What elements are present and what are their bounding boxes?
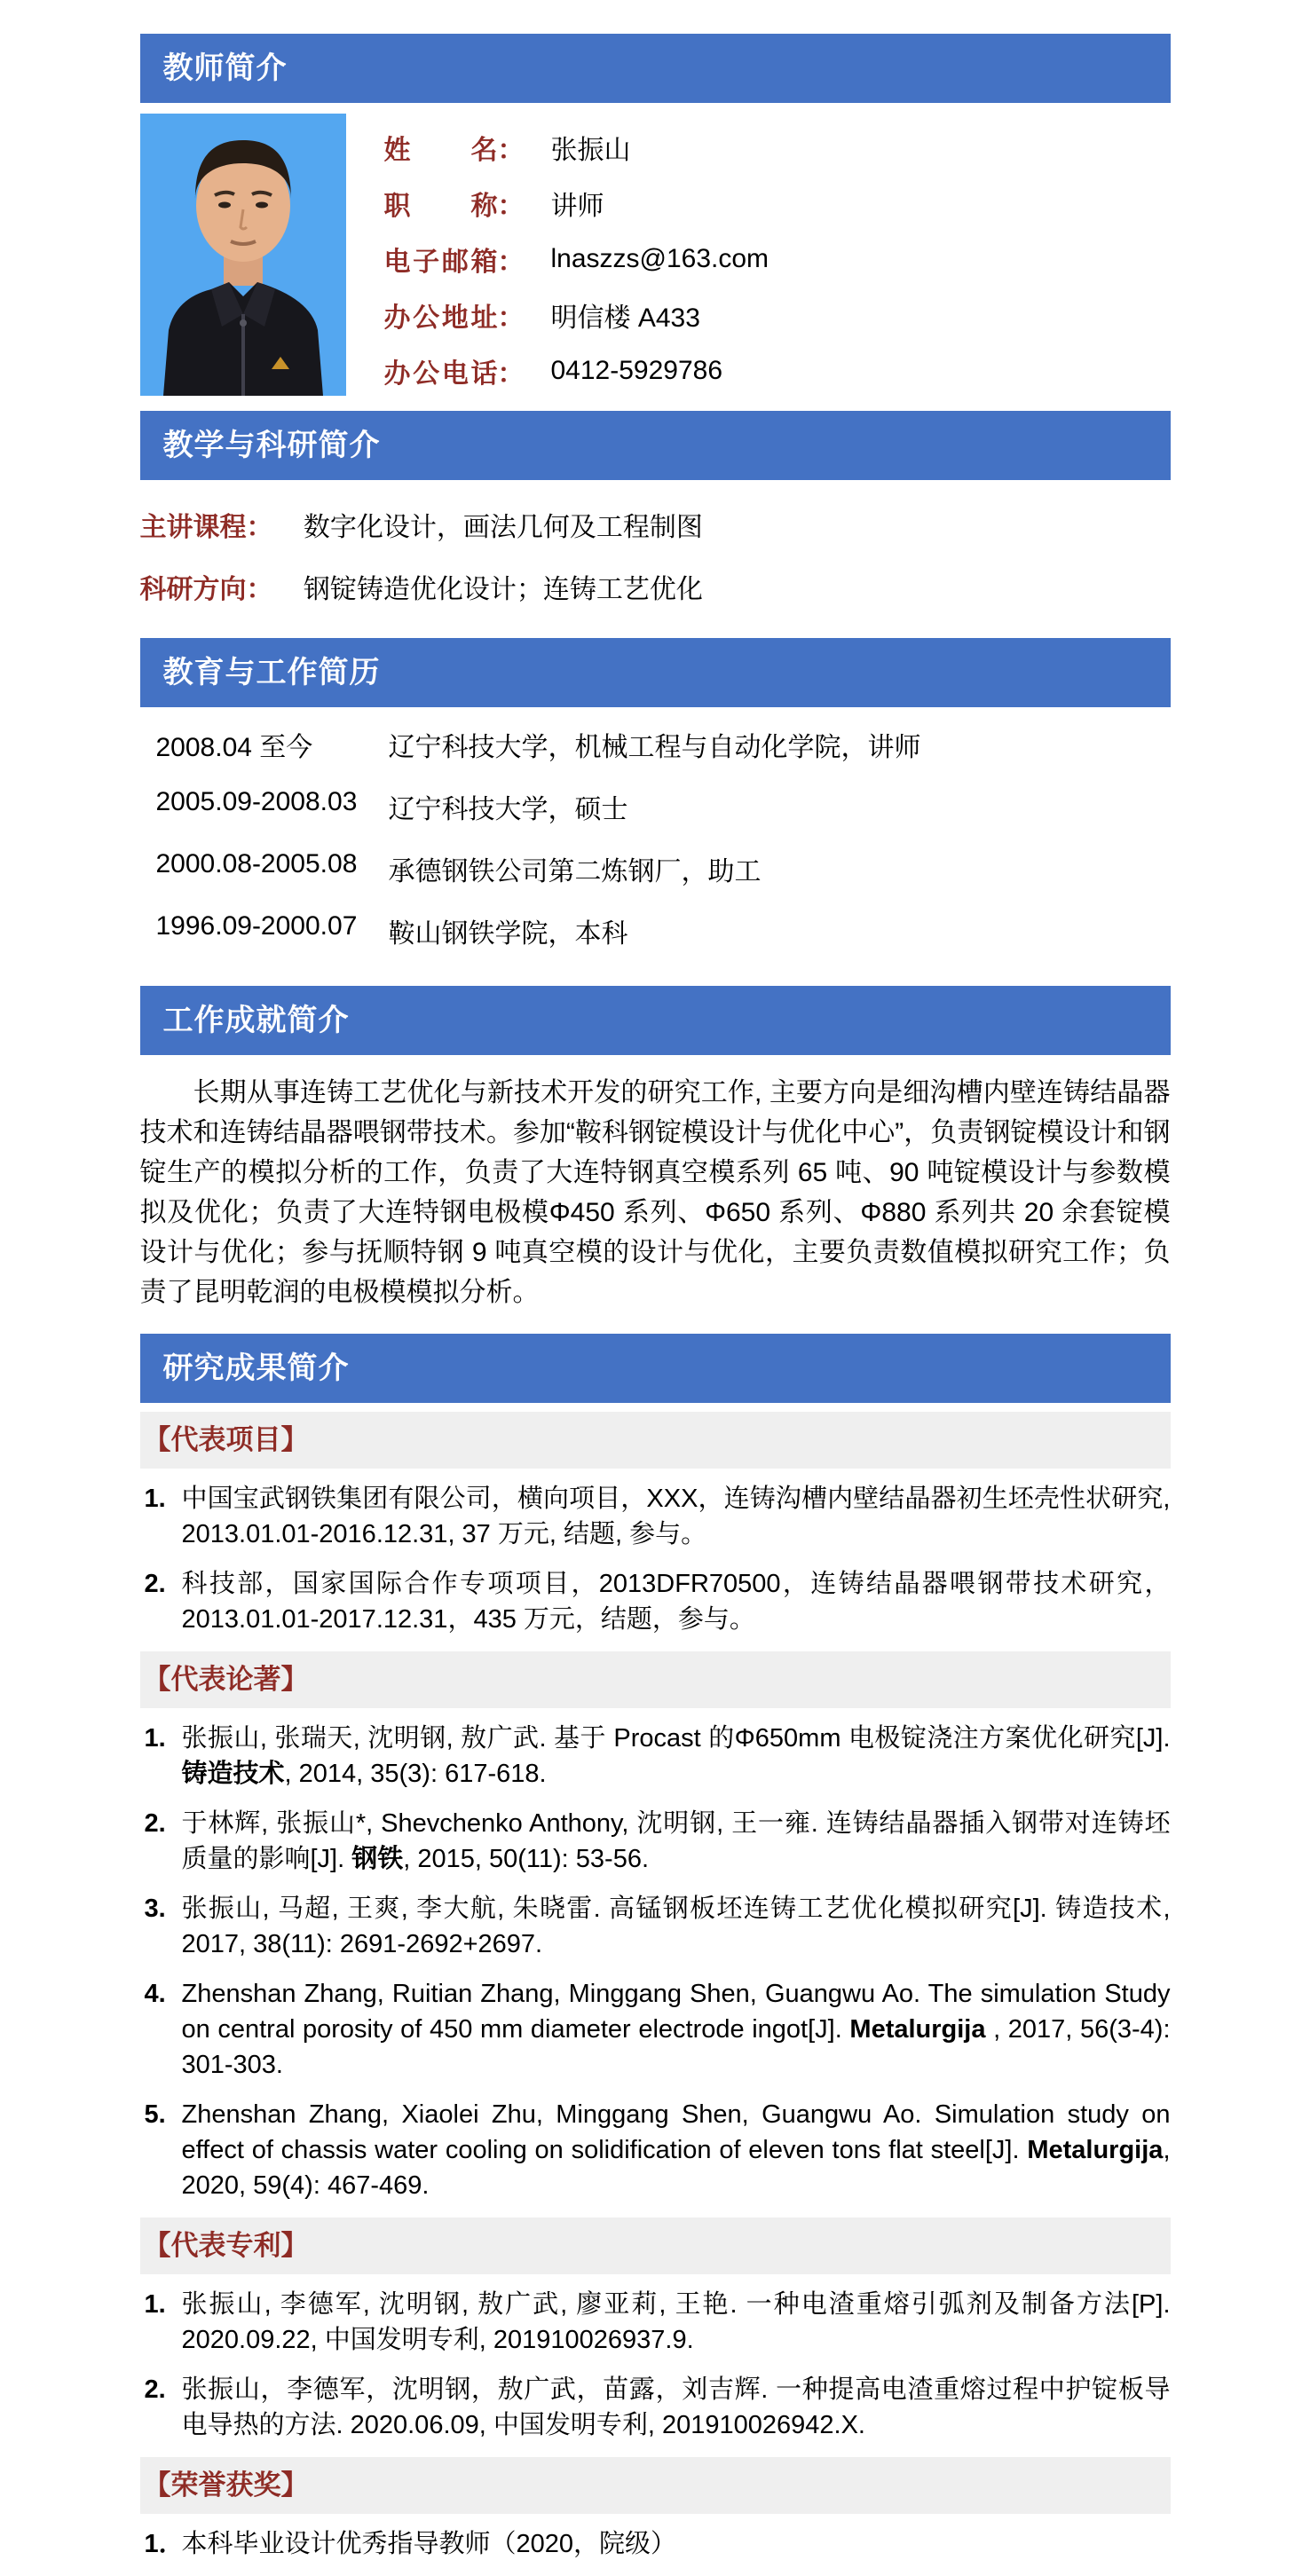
research-direction-colon: ： — [246, 575, 273, 604]
field-colon: ： — [497, 247, 525, 277]
item-text — [182, 1891, 1171, 1962]
item-number: 1. — [144, 1485, 166, 1513]
field-colon: ： — [497, 135, 525, 165]
item-text-pre: 张振山, 马超, 王爽, 李大航, 朱晓雷. 高锰钢板坯连铸工艺优化模拟研究[J]. 铸造技术, 2017, 38(11): 2691-2692+2697. — [181, 1895, 1171, 1958]
item-text-pre: 中国宝武钢铁集团有限公司，横向项目，XXX，连铸沟槽内壁结晶器初生坯壳性状研究, 2013.01.01-2016.12.31, 37 万元, 结题, 参与。 — [181, 1485, 1171, 1548]
field-row-office — [384, 287, 769, 343]
subsection-heading-text: 【代表论著】 — [143, 1664, 309, 1695]
item-text-pre: 张振山, 张瑞天, 沈明钢, 敖广武. 基于 Procast 的Φ650mm 电极锭浇注方案优化研究[J]. — [181, 1724, 1171, 1753]
subsection-heading-patents — [140, 2218, 1171, 2274]
courses-label: 主讲课程 — [139, 513, 247, 542]
field-row-name — [384, 119, 769, 175]
career-row — [140, 849, 1171, 888]
section-bar-research-results — [140, 1334, 1171, 1403]
item-number: 2. — [144, 1570, 166, 1598]
item-text — [182, 1721, 1171, 1792]
subsection-heading-projects — [140, 1412, 1171, 1469]
career-detail: 辽宁科技大学，机械工程与自动化学院，讲师 — [388, 733, 921, 762]
career-detail: 鞍山钢铁学院，本科 — [388, 919, 628, 949]
item-text — [182, 2526, 1171, 2562]
section-title: 研究成果简介 — [162, 1351, 350, 1385]
research-direction-label: 科研方向 — [139, 575, 247, 604]
section-bar-teacher-intro — [140, 34, 1171, 103]
career-block — [140, 707, 1171, 986]
field-colon: ： — [497, 191, 525, 221]
journal-name: Metalurgija — [1027, 2136, 1164, 2164]
paper-item — [140, 2097, 1171, 2203]
research-direction-row — [140, 567, 1171, 606]
section-bar-teaching-research — [140, 411, 1171, 480]
teacher-profile-page — [140, 0, 1171, 2562]
patents-list — [140, 2287, 1171, 2443]
project-item — [140, 1481, 1171, 1552]
field-label: 办公电话 — [383, 358, 498, 389]
section-title: 工作成就简介 — [162, 1004, 350, 1037]
item-text-pre: 张振山，李德军，沈明钢，敖广武，苗露，刘吉辉. 一种提高电渣重熔过程中护锭板导电导热的方法. 2020.06.09, 中国发明专利, 201910026942.X. — [181, 2375, 1171, 2439]
portrait-illustration — [140, 114, 346, 396]
career-row — [140, 787, 1171, 826]
item-text-post: , 2014, 35(3): 617-618. — [284, 1760, 547, 1788]
subsection-heading-papers — [140, 1651, 1171, 1708]
item-text — [182, 2372, 1171, 2443]
paper-item — [140, 1976, 1171, 2083]
career-row — [140, 911, 1171, 950]
teacher-photo — [140, 114, 346, 396]
item-text-pre: Zhenshan Zhang, Ruitian Zhang, Minggang Shen, Guangwu Ao. The simulation Study on central porosity of 450 mm diameter electrode ingot[J]. — [181, 1980, 1171, 2044]
field-colon: ： — [497, 303, 525, 333]
field-value-office: 明信楼 A433 — [550, 303, 700, 333]
career-detail: 承德钢铁公司第二炼钢厂，助工 — [388, 857, 762, 886]
teaching-block — [140, 480, 1171, 638]
subsection-heading-text: 【代表项目】 — [143, 1424, 309, 1455]
subsection-heading-text: 【荣誉获奖】 — [143, 2470, 309, 2501]
field-value-name: 张振山 — [550, 135, 631, 165]
item-number: 1. — [144, 1724, 166, 1753]
item-text — [182, 2287, 1171, 2358]
basic-info-fields — [384, 114, 769, 398]
section-bar-work-achievements — [140, 986, 1171, 1055]
item-number: 3. — [144, 1895, 166, 1923]
subsection-heading-honors — [140, 2457, 1171, 2514]
paper-item — [140, 1891, 1171, 1962]
item-number: 5. — [144, 2100, 166, 2129]
honors-list — [140, 2526, 1171, 2562]
field-label: 职称 — [383, 191, 498, 221]
paper-item — [140, 1721, 1171, 1792]
paper-item — [140, 1806, 1171, 1877]
journal-name: 钢铁 — [351, 1845, 404, 1873]
courses-row — [140, 505, 1171, 544]
papers-list — [140, 1721, 1171, 2203]
item-number: 4. — [144, 1980, 166, 2008]
item-text-pre: 本科毕业设计优秀指导教师（2020，院级） — [181, 2530, 677, 2558]
section-title: 教育与工作简历 — [162, 656, 381, 689]
research-direction-value: 钢锭铸造优化设计；连铸工艺优化 — [303, 575, 703, 604]
section-title: 教学与科研简介 — [162, 429, 381, 462]
field-row-phone — [384, 343, 769, 398]
field-label: 电子邮箱 — [383, 247, 498, 277]
subsection-heading-text: 【代表专利】 — [143, 2230, 309, 2261]
item-text — [182, 1806, 1171, 1877]
section-title: 教师简介 — [162, 51, 288, 85]
field-row-title — [384, 175, 769, 231]
career-period: 2000.08-2005.08 — [155, 849, 358, 878]
field-row-email — [384, 231, 769, 287]
career-period: 2005.09-2008.03 — [155, 787, 358, 816]
honor-item — [140, 2526, 1171, 2562]
item-number: 1． — [144, 2530, 185, 2558]
item-text-post: , 2015, 50(11): 53-56. — [403, 1845, 650, 1873]
courses-colon: ： — [246, 513, 273, 542]
career-row — [140, 725, 1171, 764]
field-label: 办公地址 — [383, 303, 498, 333]
work-achievements-paragraph: 长期从事连铸工艺优化与新技术开发的研究工作, 主要方向是细沟槽内壁连铸结晶器技术和连铸结晶器喂钢带技术。参加“鞍科钢锭模设计与优化中心”，负责钢锭模设计和钢锭生产的模拟分析的工作，负责了大连特钢真空模系列 65 吨、90 吨锭模设计与参数模拟及优化；负责了大连特钢电极模Φ450 系列、Φ650 系列、Φ880 系列共 20 余套锭模设计与优化；参与抚顺特钢 9 吨真空模的设计与优化，主要负责数值模拟研究工作；负责了昆明乾润的电极模模拟分析。 — [139, 1078, 1171, 1307]
item-number: 2. — [144, 2375, 166, 2404]
profile-block — [140, 103, 1171, 411]
item-text-pre: Zhenshan Zhang, Xiaolei Zhu, Minggang Shen, Guangwu Ao. Simulation study on effect of chassis water cooling on solidification of eleven tons flat steel[J]. — [181, 2100, 1171, 2164]
item-text — [182, 1976, 1171, 2083]
field-value-email: lnaszzs@163.com — [550, 243, 769, 273]
section-bar-career — [140, 638, 1171, 707]
item-text-post: , 2017, 56(3-4): 301-303. — [181, 2015, 1171, 2079]
career-period: 2008.04 至今 — [155, 733, 313, 762]
item-number: 1. — [144, 2290, 166, 2319]
field-value-title: 讲师 — [550, 191, 604, 221]
project-item — [140, 1566, 1171, 1637]
projects-list — [140, 1481, 1171, 1637]
career-period: 1996.09-2000.07 — [155, 911, 358, 941]
courses-value: 数字化设计，画法几何及工程制图 — [303, 513, 703, 542]
item-text — [182, 1481, 1171, 1552]
item-text-post: , 2020, 59(4): 467-469. — [181, 2136, 1171, 2200]
item-text-pre: 于林辉, 张振山*, Shevchenko Anthony, 沈明钢, 王一雍. 连铸结晶器插入钢带对连铸坯质量的影响[J]. — [181, 1809, 1171, 1873]
career-detail: 辽宁科技大学，硕士 — [388, 795, 628, 824]
item-text-pre: 张振山, 李德军, 沈明钢, 敖广武, 廖亚莉, 王艳. 一种电渣重熔引弧剂及制备方法[P]. 2020.09.22, 中国发明专利, 201910026937.9. — [181, 2290, 1171, 2354]
item-text — [182, 1566, 1171, 1637]
item-number: 2. — [144, 1809, 166, 1838]
journal-name: 铸造技术 — [181, 1760, 285, 1788]
item-text — [182, 2097, 1171, 2203]
patent-item — [140, 2287, 1171, 2358]
field-label: 姓名 — [383, 135, 498, 165]
item-text-pre: 科技部，国家国际合作专项项目，2013DFR70500，连铸结晶器喂钢带技术研究，2013.01.01-2017.12.31，435 万元，结题，参与。 — [181, 1570, 1171, 1634]
journal-name: Metalurgija — [849, 2015, 986, 2044]
patent-item — [140, 2372, 1171, 2443]
field-colon: ： — [497, 358, 525, 389]
field-value-phone: 0412-5929786 — [550, 355, 723, 385]
